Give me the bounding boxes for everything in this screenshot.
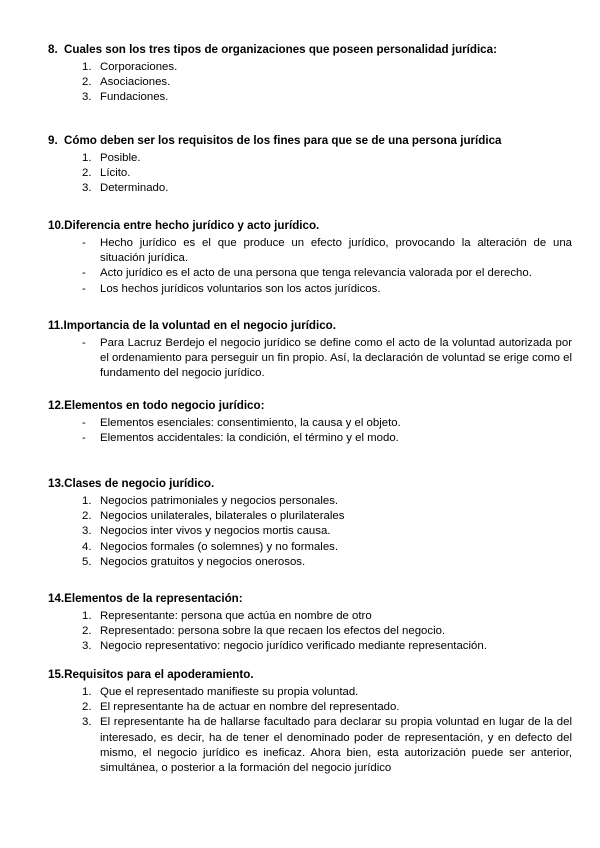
list-item-text: Elementos esenciales: consentimiento, la causa y el objeto.	[100, 417, 401, 429]
list-marker: 1.	[82, 495, 92, 507]
section-number: 15.	[48, 668, 65, 681]
section-number: 9.	[48, 134, 58, 147]
list-item-text: Los hechos jurídicos voluntarios son los actos jurídicos.	[100, 282, 381, 295]
list-marker: 3.	[82, 182, 92, 195]
list-item-text: Hecho jurídico es el que produce un efecto jurídico, provocando la alteración de una situación jurídica.	[100, 237, 572, 265]
list-marker: 2.	[82, 510, 92, 523]
list-item	[48, 151, 572, 166]
list-marker: 2.	[82, 701, 92, 714]
numbered-list	[48, 685, 572, 776]
numbered-list	[48, 60, 572, 106]
list-item	[48, 75, 572, 90]
list-item	[48, 431, 572, 446]
section-title: Diferencia entre hecho jurídico y acto jurídico.	[64, 219, 320, 232]
list-item	[48, 700, 572, 715]
list-item-text: Negocios patrimoniales y negocios personales.	[100, 495, 339, 507]
list-item	[48, 540, 572, 555]
list-item-text: Representante: persona que actúa en nombre de otro	[100, 610, 372, 622]
list-marker: 3.	[82, 525, 92, 538]
dash-list	[48, 236, 572, 297]
section-title: Requisitos para el apoderamiento.	[64, 668, 254, 681]
list-marker: -	[82, 432, 86, 445]
list-marker: 4.	[82, 540, 92, 553]
list-item	[48, 685, 572, 700]
list-marker: 2.	[82, 76, 92, 89]
section-number: 12.	[48, 399, 65, 412]
section-number: 10.	[48, 219, 65, 232]
list-item	[48, 509, 572, 524]
list-item-text: El representante ha de hallarse facultado para declarar su propia voluntad en lugar de la del interesado, es decir, ha de tener el denominado poder de representación, y en defecto del mismo, el negocio jurídico es ineficaz. Ahora bien, esta autorización puede ser anterior, simultánea, o posterior a la formación del negocio jurídico	[100, 716, 572, 775]
section-number: 8.	[48, 43, 58, 56]
section-10	[48, 218, 572, 297]
section-heading	[48, 133, 572, 149]
list-item-text: Representado: persona sobre la que recaen los efectos del negocio.	[100, 625, 446, 638]
list-item-text: Lícito.	[100, 167, 131, 180]
list-item	[48, 336, 572, 382]
section-title: Elementos en todo negocio jurídico:	[64, 399, 265, 412]
list-item	[48, 166, 572, 181]
list-marker: 1.	[82, 686, 92, 698]
list-item-text: Para Lacruz Berdejo el negocio jurídico se define como el acto de la voluntad autorizada por el ordenamiento para perseguir un fin propio. Así, la declaración de voluntad se erige como el fundamento del negocio jurídico.	[100, 337, 572, 380]
section-heading	[48, 42, 572, 58]
section-number: 13.	[48, 477, 65, 490]
numbered-list	[48, 151, 572, 197]
list-item-text: Acto jurídico es el acto de una persona que tenga relevancia valorada por el derecho.	[100, 267, 532, 280]
section-title: Elementos de la representación:	[64, 592, 243, 605]
list-marker: -	[82, 237, 86, 249]
list-marker: 1.	[82, 610, 92, 622]
list-marker: 2.	[82, 167, 92, 180]
dash-list	[48, 416, 572, 446]
section-title: Clases de negocio jurídico.	[64, 477, 215, 490]
section-number: 11.	[48, 319, 64, 332]
section-title: Importancia de la voluntad en el negocio jurídico.	[63, 319, 336, 332]
section-heading	[48, 218, 572, 234]
list-item	[48, 416, 572, 431]
list-item	[48, 494, 572, 509]
list-marker: 3.	[82, 91, 92, 104]
list-marker: 1.	[82, 61, 92, 73]
section-title: Cuales son los tres tipos de organizaciones que poseen personalidad jurídica:	[64, 43, 497, 56]
list-item	[48, 715, 572, 776]
numbered-list	[48, 609, 572, 655]
section-heading	[48, 667, 572, 683]
section-9	[48, 133, 572, 197]
section-8	[48, 42, 572, 106]
section-heading	[48, 398, 572, 414]
section-13	[48, 476, 572, 570]
list-marker: 1.	[82, 152, 92, 164]
list-item	[48, 624, 572, 639]
list-item-text: Corporaciones.	[100, 61, 178, 73]
list-item	[48, 609, 572, 624]
section-heading	[48, 476, 572, 492]
list-item-text: Determinado.	[100, 182, 169, 195]
list-item-text: Asociaciones.	[100, 76, 171, 89]
list-item	[48, 60, 572, 75]
list-item	[48, 524, 572, 539]
list-item-text: Negocio representativo: negocio jurídico verificado mediante representación.	[100, 640, 487, 653]
list-item-text: Elementos accidentales: la condición, el término y el modo.	[100, 432, 399, 445]
section-title: Cómo deben ser los requisitos de los fines para que se de una persona jurídica	[64, 134, 502, 147]
list-item	[48, 90, 572, 105]
list-item	[48, 555, 572, 570]
list-item-text: Fundaciones.	[100, 91, 169, 104]
list-marker: 3.	[82, 640, 92, 653]
list-item	[48, 639, 572, 654]
list-item-text: Posible.	[100, 152, 141, 164]
list-item	[48, 236, 572, 266]
list-marker: 3.	[82, 716, 92, 729]
dash-list	[48, 336, 572, 382]
list-item-text: Negocios formales (o solemnes) y no formales.	[100, 540, 339, 553]
list-item	[48, 266, 572, 281]
section-12	[48, 398, 572, 446]
section-14	[48, 591, 572, 655]
list-marker: 2.	[82, 625, 92, 638]
section-heading	[48, 318, 572, 334]
list-item-text: Negocios inter vivos y negocios mortis causa.	[100, 525, 331, 538]
list-item-text: Negocios gratuitos y negocios onerosos.	[100, 555, 306, 568]
section-11	[48, 318, 572, 382]
section-number: 14.	[48, 592, 65, 605]
list-item-text: Que el representado manifieste su propia voluntad.	[100, 686, 359, 698]
list-item-text: Negocios unilaterales, bilaterales o plurilaterales	[100, 510, 345, 523]
list-marker: -	[82, 282, 86, 295]
list-marker: -	[82, 417, 86, 429]
list-item	[48, 181, 572, 196]
list-marker: 5.	[82, 555, 92, 568]
list-marker: -	[82, 337, 86, 349]
section-heading	[48, 591, 572, 607]
numbered-list	[48, 494, 572, 570]
list-item	[48, 282, 572, 297]
section-15	[48, 667, 572, 776]
list-marker: -	[82, 267, 86, 280]
list-item-text: El representante ha de actuar en nombre del representado.	[100, 701, 400, 714]
